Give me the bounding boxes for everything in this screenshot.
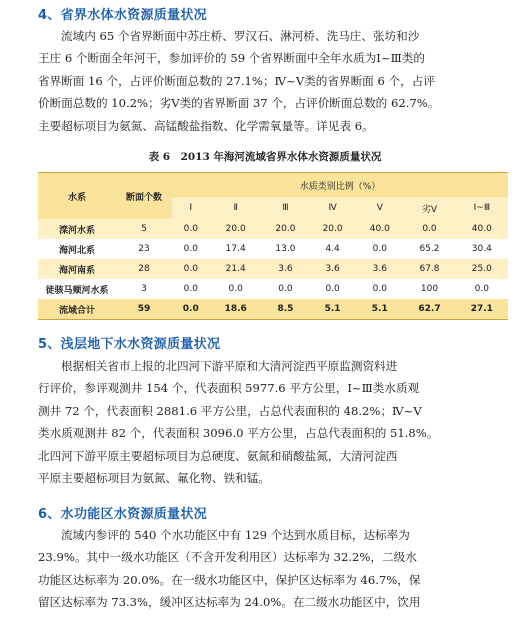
row-name: 海河北系 — [38, 239, 116, 259]
table-row — [38, 279, 508, 299]
para-line: 王庄 6 个断面全年河干，参加评价的 59 个省界断面中全年水质为Ⅰ~Ⅲ类的 — [38, 51, 425, 66]
cell: 0.0 — [172, 239, 210, 259]
cell: 20.0 — [262, 219, 309, 239]
cell: 3.6 — [262, 259, 309, 279]
section-6-heading: 6、水功能区水资源质量状况 — [38, 507, 207, 522]
cell: 13.0 — [262, 239, 309, 259]
cell: 0.0 — [309, 279, 356, 299]
header-class: Ⅲ — [262, 197, 309, 219]
table-6 — [38, 172, 508, 320]
header-system: 水系 — [38, 173, 116, 220]
para-line: 流域内参评的 540 个水功能区中有 129 个达到水质目标，达标率为 — [61, 528, 410, 542]
total-name: 流域合计 — [38, 299, 116, 320]
cell: 0.0 — [172, 219, 210, 239]
cell: 4.4 — [309, 239, 356, 259]
row-name: 海河南系 — [38, 259, 116, 279]
header-class: Ⅱ — [210, 197, 262, 219]
cell: 40.0 — [356, 219, 403, 239]
section-5-paragraph — [38, 355, 508, 489]
cell: 0.0 — [403, 219, 455, 239]
para-line: 测井 72 个，代表面积 2881.6 平方公里，占总代表面积的 48.2%；Ⅳ~Ⅴ — [38, 403, 422, 418]
header-class: Ⅴ — [356, 197, 403, 219]
cell: 67.8 — [403, 259, 455, 279]
row-count: 23 — [116, 239, 172, 259]
table-total-row — [38, 299, 508, 320]
cell: 3.6 — [356, 259, 403, 279]
cell: 5.1 — [309, 299, 356, 320]
para-line: 平原主要超标项目为氨氮、氟化物、铁和锰。 — [38, 471, 270, 486]
cell: 0.0 — [210, 279, 262, 299]
section-5-heading: 5、浅层地下水水资源质量状况 — [38, 337, 221, 352]
para-line: 流域内 65 个省界断面中苏庄桥、罗汉石、淋河桥、洗马庄、张坊和沙 — [61, 29, 420, 43]
cell: 0.0 — [172, 259, 210, 279]
para-line: 省界断面 16 个，占评价断面总数的 27.1%；Ⅳ~Ⅴ类的省界断面 6 个，占评 — [38, 73, 435, 88]
para-line: 留区达标率为 73.3%，缓冲区达标率为 24.0%。在二级水功能区中，饮用 — [38, 595, 421, 610]
row-count: 28 — [116, 259, 172, 279]
header-class-group: 水质类别比例（%） — [172, 173, 508, 198]
header-class: Ⅳ — [309, 197, 356, 219]
cell: 25.0 — [456, 259, 508, 279]
cell: 18.6 — [210, 299, 262, 320]
row-count: 3 — [116, 279, 172, 299]
cell: 0.0 — [172, 279, 210, 299]
cell: 27.1 — [456, 299, 508, 320]
row-count: 5 — [116, 219, 172, 239]
table-row — [38, 259, 508, 279]
cell: 0.0 — [456, 279, 508, 299]
cell: 21.4 — [210, 259, 262, 279]
cell: 62.7 — [403, 299, 455, 320]
cell: 17.4 — [210, 239, 262, 259]
section-4-paragraph — [38, 25, 508, 137]
cell: 3.6 — [309, 259, 356, 279]
para-line: 类水质观测井 82 个，代表面积 3096.0 平方公里，占总代表面积的 51.8%。 — [38, 426, 439, 441]
para-line: 主要超标项目为氨氮、高锰酸盐指数、化学需氧量等。详见表 6。 — [38, 118, 374, 133]
para-line: 价断面总数的 10.2%；劣Ⅴ类的省界断面 37 个，占评价断面总数的 62.7%。 — [38, 96, 440, 111]
row-name: 滦河水系 — [38, 219, 116, 239]
header-count: 断面个数 — [116, 173, 172, 220]
total-count: 59 — [116, 299, 172, 320]
para-line: 行评价，参评观测井 154 个，代表面积 5977.6 平方公里，Ⅰ~Ⅲ类水质观 — [38, 381, 420, 396]
cell: 5.1 — [356, 299, 403, 320]
cell: 0.0 — [262, 279, 309, 299]
section-4-heading: 4、省界水体水资源质量状况 — [38, 8, 207, 23]
cell: 40.0 — [456, 219, 508, 239]
para-line: 北四河下游平原主要超标项目为总硬度、氨氮和硝酸盐氮，大清河淀西 — [38, 448, 398, 463]
cell: 0.0 — [356, 279, 403, 299]
cell: 0.0 — [356, 239, 403, 259]
para-line: 功能区达标率为 20.0%。在一级水功能区中，保护区达标率为 46.7%，保 — [38, 572, 421, 587]
cell: 8.5 — [262, 299, 309, 320]
cell: 30.4 — [456, 239, 508, 259]
cell: 65.2 — [403, 239, 455, 259]
table-row — [38, 239, 508, 259]
header-class: 劣Ⅴ — [403, 197, 455, 219]
header-class: Ⅰ — [172, 197, 210, 219]
cell: 20.0 — [210, 219, 262, 239]
cell: 20.0 — [309, 219, 356, 239]
para-line: 23.9%。其中一级水功能区（不含开发利用区）达标率为 32.2%，二级水 — [38, 550, 417, 565]
cell: 0.0 — [172, 299, 210, 320]
section-6-paragraph — [38, 524, 508, 614]
row-name: 徒骇马颊河水系 — [38, 279, 116, 299]
header-class: Ⅰ~Ⅲ — [456, 197, 508, 219]
para-line: 根据相关省市上报的北四河下游平原和大清河淀西平原监测资料进 — [61, 359, 398, 373]
table-row — [38, 219, 508, 239]
cell: 100 — [403, 279, 455, 299]
table-6-caption: 表 6 2013 年海河流域省界水体水资源质量状况 — [148, 151, 382, 163]
